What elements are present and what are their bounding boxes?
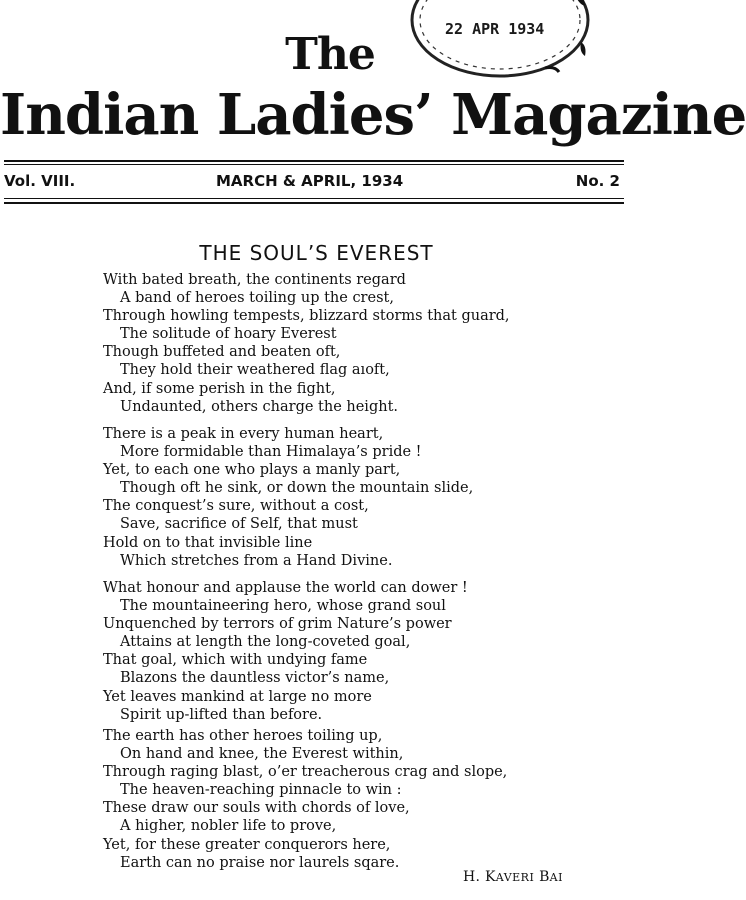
poem-line: A higher, nobler life to prove,	[120, 818, 337, 835]
poem-line: The mountaineering hero, whose grand soul	[120, 598, 446, 615]
poem-line: That goal, which with undying fame	[103, 652, 368, 669]
poem-line: A band of heroes toiling up the crest,	[120, 290, 394, 307]
masthead-rule-bottom-thin	[4, 198, 624, 199]
poem-line: Yet, to each one who plays a manly part,	[103, 462, 401, 479]
magazine-title: Indian Ladies’ Magazine	[0, 82, 746, 148]
poem-line: Spirit up-lifted than before.	[120, 706, 323, 723]
poem-line: On hand and knee, the Everest within,	[120, 746, 404, 763]
poem-line: Which stretches from a Hand Divine.	[120, 552, 393, 569]
poem-line: The earth has other heroes toiling up,	[103, 728, 383, 744]
issue-number: No. 2	[575, 172, 620, 190]
poem-line: Yet leaves mankind at large no more	[103, 688, 372, 705]
stanza-2	[103, 425, 623, 570]
author-suffix-rest: AI	[549, 871, 563, 884]
masthead-rule-bottom	[4, 202, 624, 204]
stanza-4	[103, 727, 623, 872]
poem-line: Blazons the dauntless victor’s name,	[120, 670, 390, 687]
author-name-first: K	[485, 869, 496, 885]
masthead-rule-top	[4, 160, 624, 162]
poem-line: These draw our souls with chords of love,	[103, 800, 410, 817]
masthead-rule-top-thin	[4, 164, 624, 165]
poem-line: Unquenched by terrors of grim Nature’s power	[103, 616, 452, 633]
poem-title	[0, 241, 633, 265]
poem-line: With bated breath, the continents regard	[103, 272, 406, 288]
poem-line: Save, sacrifice of Self, that must	[120, 516, 358, 533]
poem-line: Through howling tempests, blizzard storms that guard,	[103, 308, 510, 325]
received-date-stamp	[395, 0, 605, 84]
author-initial: H.	[463, 869, 481, 885]
stanza-1	[103, 271, 623, 416]
poem-line: Hold on to that invisible line	[103, 534, 313, 551]
poem-line: More formidable than Himalaya’s pride !	[120, 444, 422, 461]
issue-bar	[4, 168, 624, 194]
poem-line: They hold their weathered flag aıoft,	[120, 362, 390, 379]
poem-author	[463, 869, 563, 885]
poem-line: The heaven-reaching pinnacle to win :	[120, 782, 402, 799]
poem-line: Yet, for these greater conquerors here,	[103, 836, 391, 853]
poem-title-text: THE SOUL’S EVEREST	[199, 241, 434, 265]
poem-line: Though buffeted and beaten oft,	[103, 344, 341, 361]
poem-line: Earth can no praise nor laurels sqare.	[120, 854, 400, 871]
stanza-3	[103, 579, 623, 724]
poem-line: The solitude of hoary Everest	[120, 326, 337, 343]
poem-line: There is a peak in every human heart,	[103, 426, 384, 442]
author-suffix-first: B	[539, 869, 550, 885]
poem-line: Though oft he sink, or down the mountain slide,	[120, 480, 474, 497]
issue-date: MARCH & APRIL, 1934	[216, 172, 404, 190]
poem-line: Through raging blast, o’er treacherous crag and slope,	[103, 764, 508, 781]
masthead-the: The	[285, 29, 375, 80]
stamp-date-text: 22 APR 1934	[445, 20, 545, 38]
poem-line: And, if some perish in the fight,	[103, 380, 336, 397]
author-name-rest: AVERI	[495, 871, 535, 884]
poem-line: The conquest’s sure, without a cost,	[103, 498, 369, 515]
poem-line: What honour and applause the world can dower !	[103, 580, 468, 596]
volume-label: Vol. VIII.	[4, 172, 76, 190]
poem-line: Undaunted, others charge the height.	[120, 398, 399, 415]
poem-line: Attains at length the long-coveted goal,	[120, 634, 411, 651]
